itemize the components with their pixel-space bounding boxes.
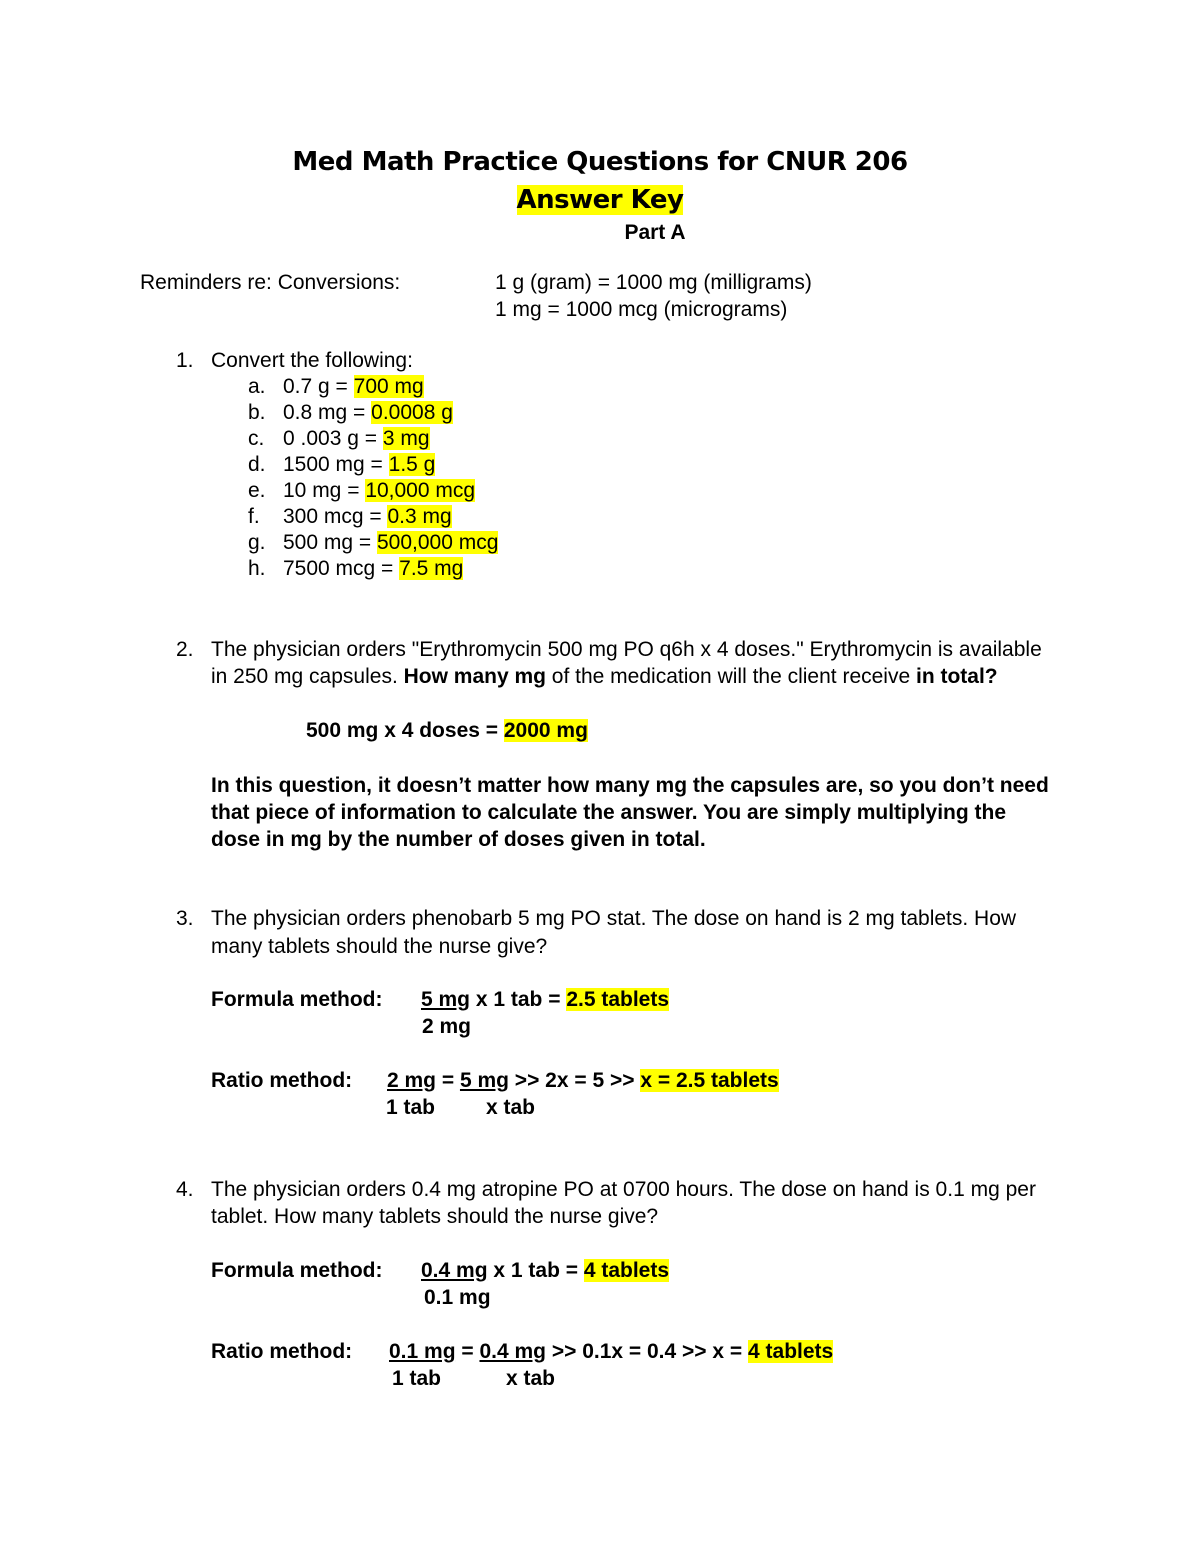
q1-item-letter: f. <box>248 505 260 528</box>
q3-ratio-denominator2: x tab <box>486 1096 536 1119</box>
q3-ratio-numerator1: 2 mg <box>387 1069 437 1092</box>
page-subtitle <box>0 184 1200 216</box>
q1-item-answer: 700 mg <box>353 375 424 398</box>
q2-calc-text: 500 mg x 4 doses = <box>306 719 504 742</box>
q3-ratio-line <box>387 1068 779 1094</box>
q1-item-answer: 10,000 mcg <box>365 479 476 502</box>
q3-ratio-equals: = <box>436 1069 460 1092</box>
q1-item <box>283 504 452 530</box>
q1-item-question: 1500 mg = <box>283 453 389 476</box>
q2-line1: The physician orders "Erythromycin 500 mg PO q6h x 4 doses." Erythromycin is available <box>211 638 1042 661</box>
q1-item-question: 0.8 mg = <box>283 401 372 424</box>
q2-line2-bold2: in total? <box>915 665 998 688</box>
q1-item-answer: 3 mg <box>382 427 430 450</box>
q1-item-letter: h. <box>248 557 266 580</box>
q1-item <box>283 400 453 426</box>
q1-item-answer: 0.0008 g <box>371 401 453 424</box>
q1-item <box>283 478 475 504</box>
conversion-milligram: 1 mg = 1000 mcg (micrograms) <box>495 298 788 321</box>
q3-formula-multiplier: x 1 tab = <box>470 988 567 1011</box>
q1-item-answer: 500,000 mcg <box>376 531 499 554</box>
q2-note-line3: dose in mg by the number of doses given in total. <box>211 828 706 851</box>
q3-formula-line <box>421 987 669 1013</box>
q1-item-question: 0.7 g = <box>283 375 354 398</box>
q4-ratio-label: Ratio method: <box>211 1340 353 1363</box>
q1-item-letter: g. <box>248 531 266 554</box>
q1-item <box>283 374 424 400</box>
q2-line2-bold: How many mg <box>403 665 546 688</box>
q3-formula-answer: 2.5 tablets <box>566 988 670 1011</box>
q4-ratio-numerator2: 0.4 mg <box>479 1340 546 1363</box>
conversion-gram: 1 g (gram) = 1000 mg (milligrams) <box>495 271 812 294</box>
q4-line1: The physician orders 0.4 mg atropine PO at 0700 hours. The dose on hand is 0.1 mg per <box>211 1178 1036 1201</box>
q4-ratio-denominator2: x tab <box>506 1367 556 1390</box>
q4-ratio-steps: >> 0.1x = 0.4 >> x = <box>546 1340 749 1363</box>
q3-number: 3. <box>176 907 194 930</box>
q1-item <box>283 452 435 478</box>
q1-item-letter: c. <box>248 427 265 450</box>
q4-formula-numerator: 0.4 mg <box>421 1259 488 1282</box>
q4-ratio-answer: 4 tablets <box>748 1340 834 1363</box>
q1-item-answer: 1.5 g <box>388 453 436 476</box>
reminders-label: Reminders re: Conversions: <box>140 271 401 294</box>
q1-item-letter: e. <box>248 479 266 502</box>
q1-item-letter: a. <box>248 375 266 398</box>
part-label: Part A <box>624 221 686 244</box>
q2-number: 2. <box>176 638 194 661</box>
answer-key-label: Answer Key <box>516 185 684 215</box>
q4-line2: tablet. How many tablets should the nurse give? <box>211 1205 659 1228</box>
q2-line2-text: in 250 mg capsules. <box>211 665 404 688</box>
q1-item-question: 500 mg = <box>283 531 377 554</box>
q1-item-letter: b. <box>248 401 266 424</box>
q1-item <box>283 426 430 452</box>
q1-number: 1. <box>176 349 194 372</box>
page-title: Med Math Practice Questions for CNUR 206 <box>292 147 908 177</box>
q4-formula-label: Formula method: <box>211 1259 383 1282</box>
q1-item-question: 7500 mcg = <box>283 557 400 580</box>
q1-item-question: 10 mg = <box>283 479 366 502</box>
q4-number: 4. <box>176 1178 194 1201</box>
q1-item-answer: 7.5 mg <box>399 557 464 580</box>
q4-ratio-equals: = <box>455 1340 480 1363</box>
q2-calculation <box>306 718 588 744</box>
q1-item-question: 0 .003 g = <box>283 427 383 450</box>
q3-line1: The physician orders phenobarb 5 mg PO stat. The dose on hand is 2 mg tablets. How <box>211 907 1017 930</box>
q3-ratio-answer: x = 2.5 tablets <box>640 1069 779 1092</box>
q3-line2: many tablets should the nurse give? <box>211 935 548 958</box>
q4-formula-line <box>421 1258 669 1284</box>
q2-line2 <box>211 664 998 690</box>
q3-formula-denominator: 2 mg <box>422 1015 472 1038</box>
q1-item-letter: d. <box>248 453 266 476</box>
q4-formula-denominator: 0.1 mg <box>424 1286 491 1309</box>
q3-formula-numerator: 5 mg <box>421 988 471 1011</box>
q2-line2-text2: of the medication will the client receive <box>545 665 916 688</box>
q1-item-question: 300 mcg = <box>283 505 388 528</box>
q4-ratio-denominator1: 1 tab <box>392 1367 442 1390</box>
q1-text: Convert the following: <box>211 349 413 372</box>
q3-ratio-label: Ratio method: <box>211 1069 353 1092</box>
q4-ratio-line <box>389 1339 833 1365</box>
q3-ratio-steps: >> 2x = 5 >> <box>508 1069 641 1092</box>
q2-note-line1: In this question, it doesn’t matter how many mg the capsules are, so you don’t need <box>211 774 1049 797</box>
q1-item <box>283 556 463 582</box>
q4-formula-answer: 4 tablets <box>583 1259 670 1282</box>
q4-formula-multiplier: x 1 tab = <box>487 1259 584 1282</box>
q4-ratio-numerator1: 0.1 mg <box>389 1340 456 1363</box>
q2-answer: 2000 mg <box>503 719 588 742</box>
q1-item <box>283 530 498 556</box>
q2-note-line2: that piece of information to calculate the answer. You are simply multiplying the <box>211 801 1007 824</box>
q3-formula-label: Formula method: <box>211 988 383 1011</box>
q1-item-answer: 0.3 mg <box>387 505 452 528</box>
q3-ratio-numerator2: 5 mg <box>459 1069 509 1092</box>
q3-ratio-denominator1: 1 tab <box>386 1096 436 1119</box>
